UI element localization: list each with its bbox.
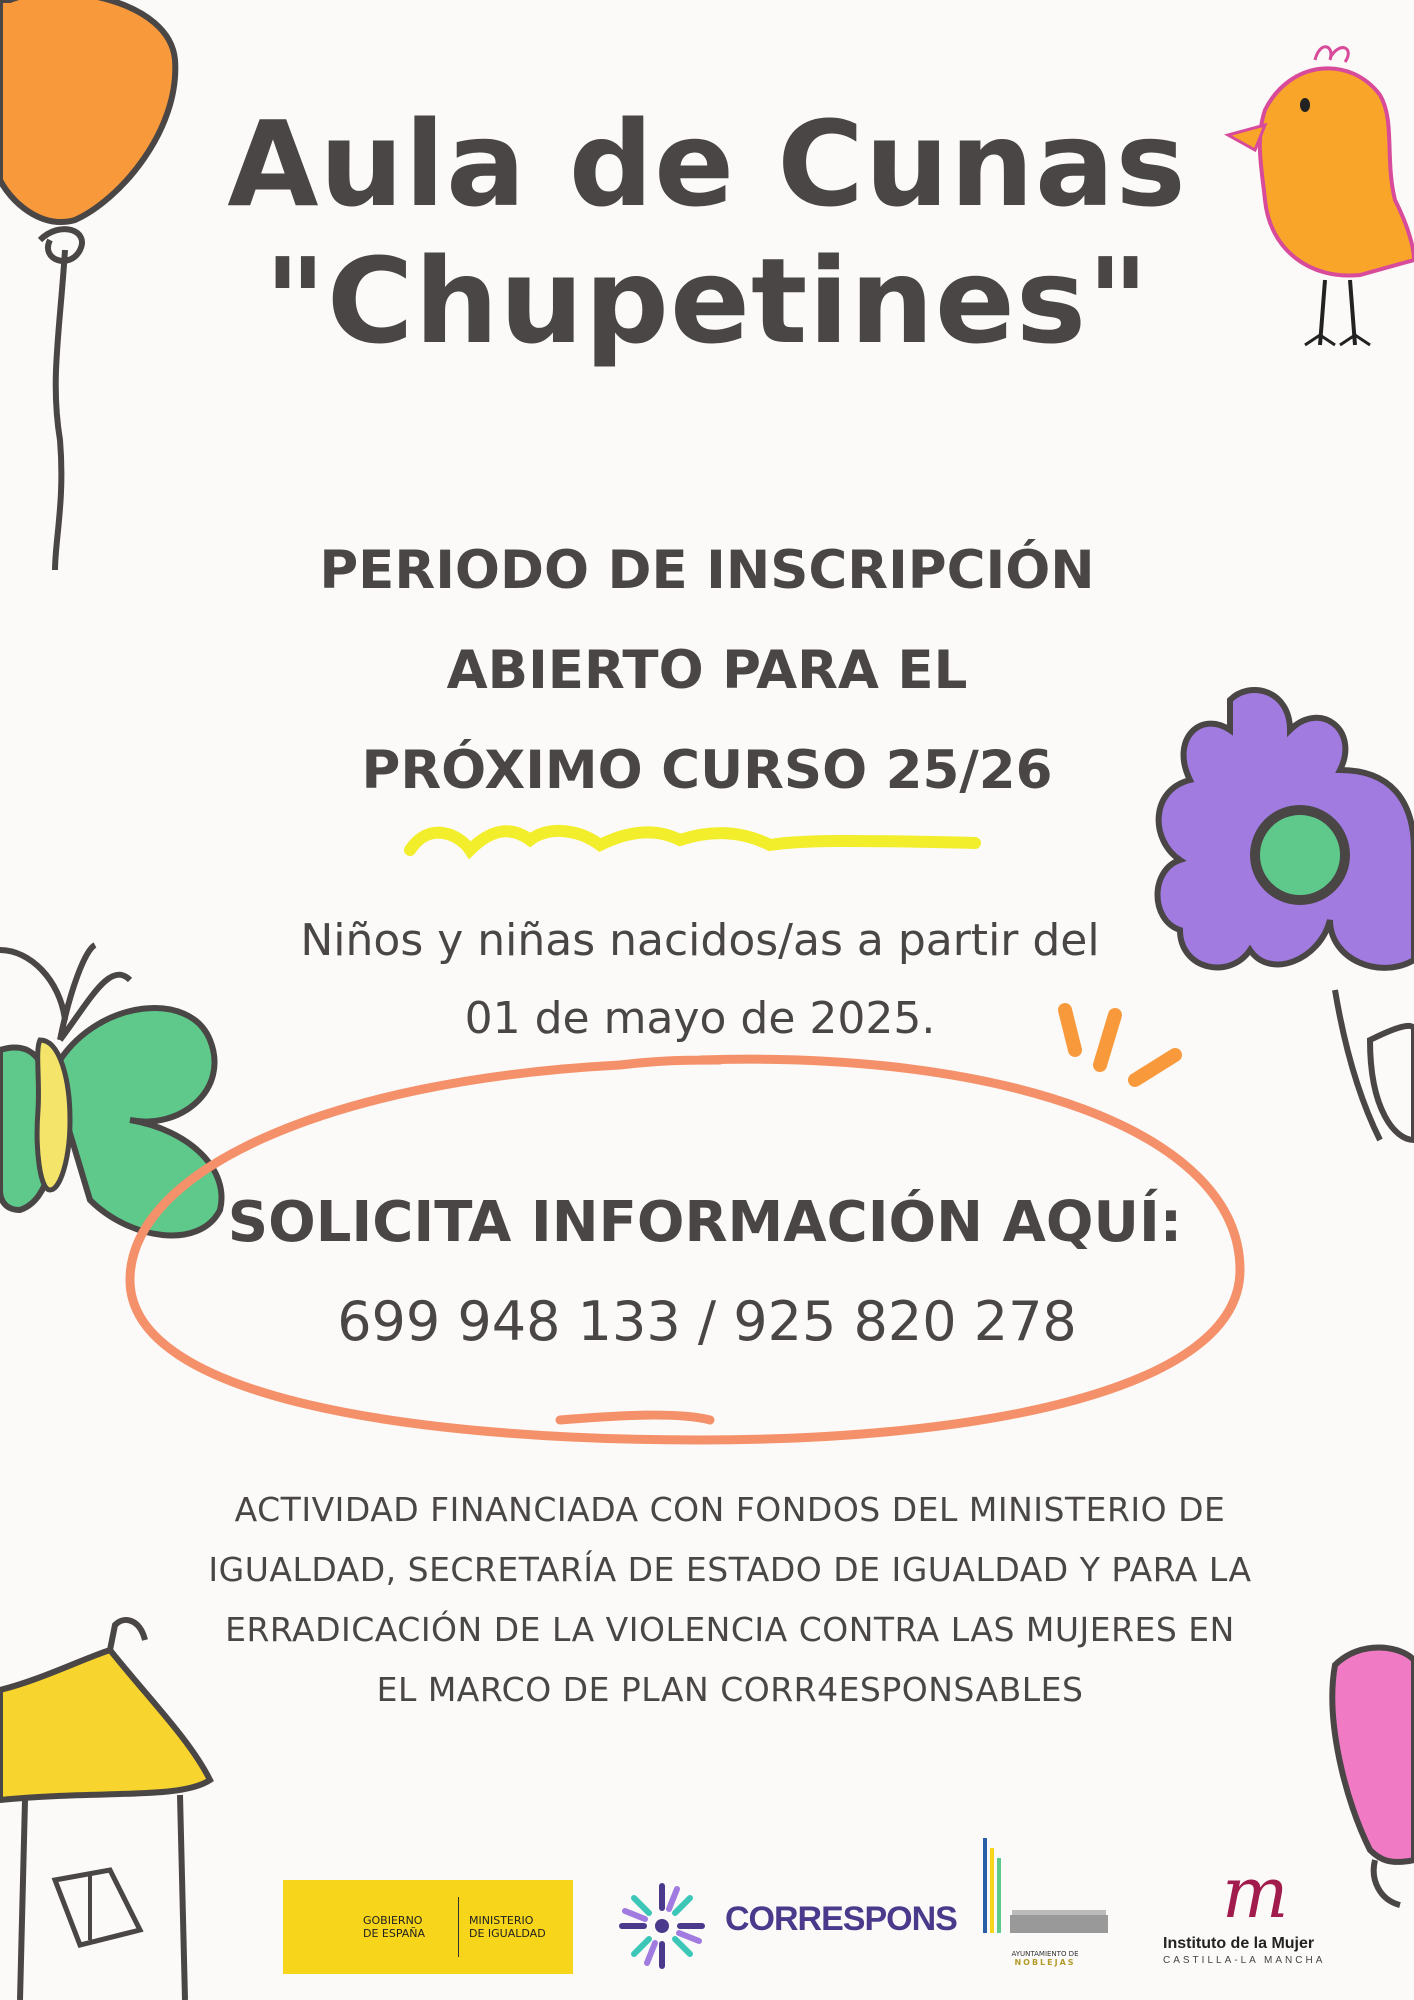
ministerio-label-1: MINISTERIO: [469, 1914, 534, 1927]
funding-line-3: ERRADICACIÓN DE LA VIOLENCIA CONTRA LAS MUJERES EN: [225, 1610, 1235, 1649]
page-title-line-2: "Chupetines": [264, 232, 1150, 370]
contact-phones[interactable]: 699 948 133 / 925 820 278: [337, 1290, 1077, 1353]
period-line-3: PRÓXIMO CURSO 25/26: [361, 740, 1053, 801]
funding-line-2: IGUALDAD, SECRETARÍA DE ESTADO DE IGUALDAD Y PARA LA: [208, 1550, 1252, 1589]
correspons-logo-text: CORRESPONS: [725, 1900, 957, 1938]
instituto-logo-mark: m: [1222, 1852, 1289, 1934]
correspons-logo-icon: [622, 1886, 702, 1966]
noblejas-caption: AYUNTAMIENTO DE: [1011, 1950, 1079, 1958]
eligibility-line-2: 01 de mayo de 2025.: [464, 993, 936, 1044]
gobierno-label-1: GOBIERNO: [363, 1914, 423, 1927]
funding-line-1: ACTIVIDAD FINANCIADA CON FONDOS DEL MINISTERIO DE: [234, 1490, 1226, 1529]
funding-line-4: EL MARCO DE PLAN CORR4ESPONSABLES: [376, 1670, 1084, 1709]
gobierno-label-2: DE ESPAÑA: [363, 1927, 426, 1940]
contact-cta: SOLICITA INFORMACIÓN AQUÍ:: [227, 1190, 1183, 1255]
page-title-line-1: Aula de Cunas: [227, 95, 1187, 233]
period-line-1: PERIODO DE INSCRIPCIÓN: [319, 540, 1095, 601]
yellow-squiggle: [410, 831, 975, 850]
instituto-region: CASTILLA-LA MANCHA: [1163, 1955, 1326, 1966]
eligibility-line-1: Niños y niñas nacidos/as a partir del: [300, 915, 1100, 966]
period-line-2: ABIERTO PARA EL: [446, 640, 968, 701]
instituto-name: Instituto de la Mujer: [1163, 1935, 1315, 1952]
noblejas-name: NOBLEJAS: [1014, 1958, 1076, 1967]
noblejas-logo-icon: [983, 1838, 1108, 1933]
ministerio-label-2: DE IGUALDAD: [469, 1927, 546, 1940]
leaf-icon: [1332, 1648, 1414, 1906]
gobierno-logo: [283, 1880, 573, 1974]
